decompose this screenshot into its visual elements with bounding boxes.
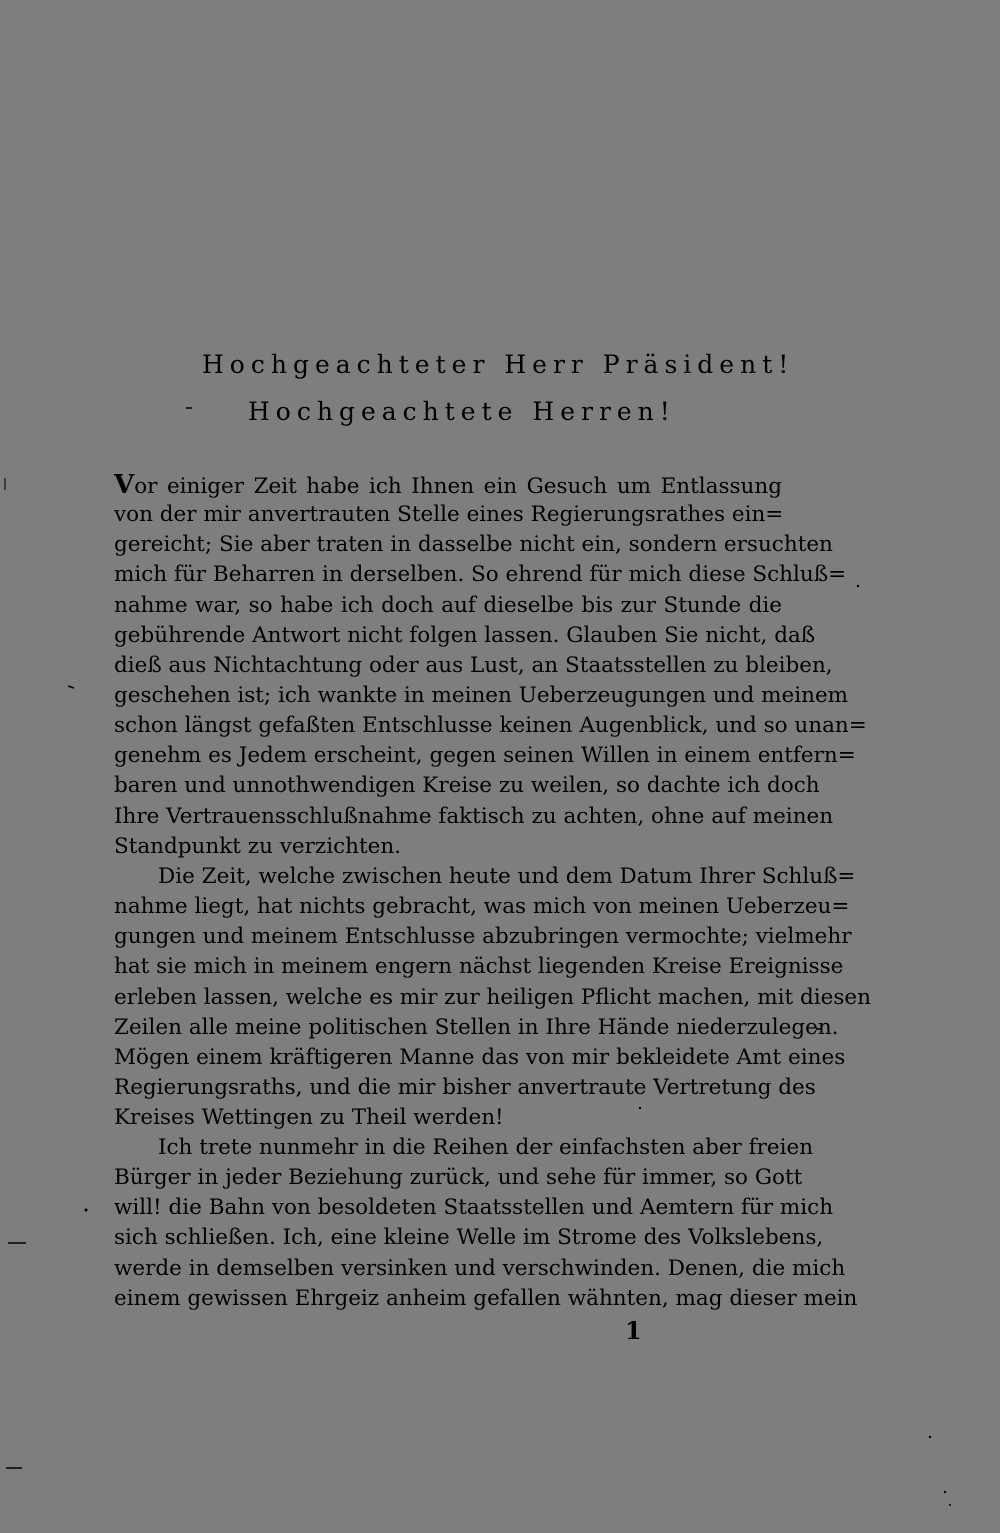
text-line: erleben lassen, welche es mir zur heiligen Pflicht machen, mit diesen <box>114 984 871 1010</box>
text-line: werde in demselben versinken und verschwinden. Denen, die mich <box>114 1255 846 1281</box>
text-line: Zeilen alle meine politischen Stellen in Ihre Hände niederzulegen. <box>114 1014 839 1040</box>
text-line: schon längst gefaßten Entschlusse keinen Augenblick, und so unan= <box>114 713 867 739</box>
text-line: genehm es Jedem erscheint, gegen seinen Willen in einem entfern= <box>114 743 856 769</box>
salutation-president: Hochgeachteter Herr Präsident! <box>202 350 795 379</box>
text-line: Regierungsraths, und die mir bisher anvertraute Vertretung des <box>114 1074 816 1100</box>
text-line: baren und unnothwendigen Kreise zu weilen, so dachte ich doch <box>114 773 820 799</box>
text-line: Ihre Vertrauensschlußnahme faktisch zu achten, ohne auf meinen <box>114 803 834 829</box>
text-line: Kreises Wettingen zu Theil werden! <box>114 1105 504 1131</box>
text-line: von der mir anvertrauten Stelle eines Regierungsrathes ein= <box>114 502 784 528</box>
text-line: geschehen ist; ich wankte in meinen Ueberzeugungen und meinem <box>114 682 849 708</box>
text-line: hat sie mich in meinem engern nächst liegenden Kreise Ereignisse <box>114 954 844 980</box>
text-line: gereicht; Sie aber traten in dasselbe nicht ein, sondern ersuchten <box>114 532 833 558</box>
drop-initial: V <box>114 470 135 500</box>
text-line: Die Zeit, welche zwischen heute und dem Datum Ihrer Schluß= <box>158 864 856 889</box>
page-number: 1 <box>625 1316 642 1345</box>
text-line: sich schließen. Ich, eine kleine Welle im Strome des Volkslebens, <box>114 1225 824 1251</box>
text-line: mich für Beharren in derselben. So ehrend für mich diese Schluß= <box>114 562 847 588</box>
text-line: einem gewissen Ehrgeiz anheim gefallen wähnten, mag dieser mein <box>114 1285 858 1311</box>
text-line: nahme war, so habe ich doch auf dieselbe bis zur Stunde die <box>114 592 782 618</box>
text-line: Bürger in jeder Beziehung zurück, und sehe für immer, so Gott <box>114 1165 803 1191</box>
salutation-gentlemen: Hochgeachtete Herren! <box>248 397 676 426</box>
text-line: Mögen einem kräftigeren Manne das von mir bekleidete Amt eines <box>114 1044 846 1070</box>
text-line: gebührende Antwort nicht folgen lassen. Glauben Sie nicht, daß <box>114 622 816 648</box>
text-line: gungen und meinem Entschlusse abzubringen vermochte; vielmehr <box>114 924 852 950</box>
text-line: will! die Bahn von besoldeten Staatsstellen und Aemtern für mich <box>114 1195 834 1221</box>
text-line: dieß aus Nichtachtung oder aus Lust, an Staatsstellen zu bleiben, <box>114 652 833 678</box>
text-line: Ich trete nunmehr in die Reihen der einfachsten aber freien <box>158 1135 814 1160</box>
text-line: nahme liegt, hat nichts gebracht, was mich von meinen Ueberzeu= <box>114 894 850 920</box>
text-line: Standpunkt zu verzichten. <box>114 833 402 859</box>
text-line: Vor einiger Zeit habe ich Ihnen ein Gesuch um Entlassung <box>114 470 782 500</box>
